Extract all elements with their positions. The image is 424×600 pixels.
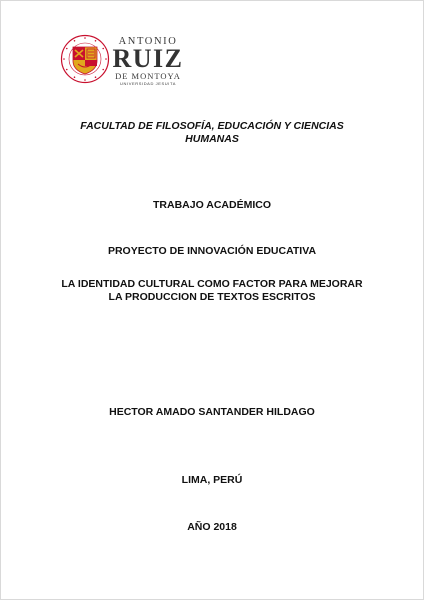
university-seal-icon (60, 34, 110, 84)
logo-line-antonio: ANTONIO (118, 36, 178, 47)
faculty-line-2: HUMANAS (185, 133, 239, 145)
logo-wordmark (110, 36, 186, 87)
work-type: TRABAJO ACADÉMICO (152, 199, 272, 211)
faculty-heading (0, 120, 424, 146)
author-name: HECTOR AMADO SANTANDER HILDAGO (109, 406, 315, 418)
year: AÑO 2018 (187, 521, 237, 533)
logo-line-ruiz: RUIZ (112, 44, 184, 73)
project-type: PROYECTO DE INNOVACIÓN EDUCATIVA (107, 245, 317, 257)
document-title (0, 278, 424, 304)
place: LIMA, PERÚ (181, 474, 243, 486)
university-logo (60, 34, 184, 92)
faculty-line-1: FACULTAD DE FILOSOFÍA, EDUCACIÓN Y CIENCIAS (80, 120, 344, 132)
title-line-2: LA PRODUCCION DE TEXTOS ESCRITOS (108, 291, 316, 303)
title-line-1: LA IDENTIDAD CULTURAL COMO FACTOR PARA MEJORAR (61, 278, 363, 290)
logo-line-de-montoya: DE MONTOYA (115, 71, 181, 81)
logo-line-universidad: UNIVERSIDAD JESUITA (120, 81, 176, 86)
